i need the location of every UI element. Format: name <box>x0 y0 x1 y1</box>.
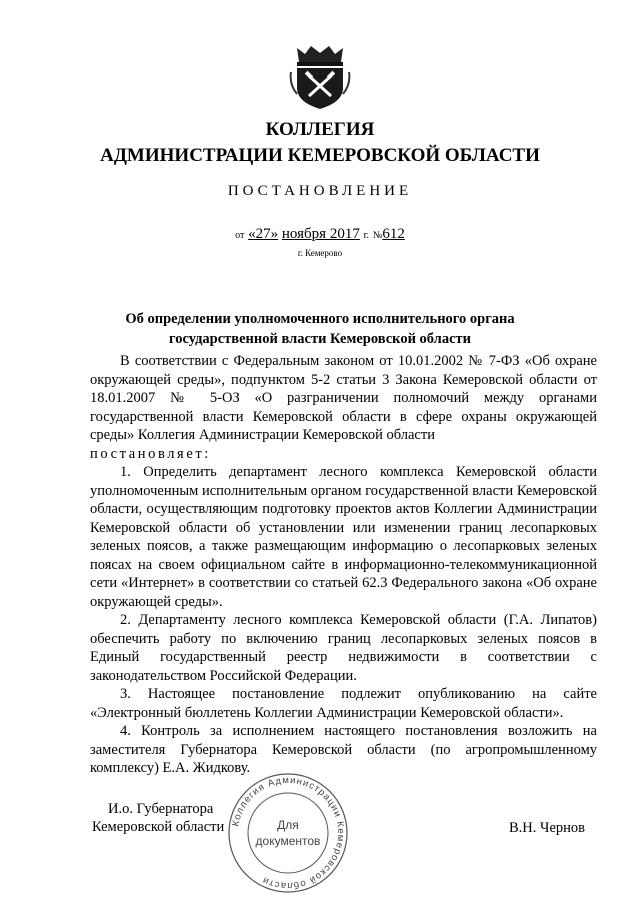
date-from-label: от <box>235 230 245 241</box>
date-year-suffix: г. <box>363 230 370 241</box>
document-number: 612 <box>382 226 405 242</box>
round-stamp <box>226 771 350 895</box>
number-sign: № <box>372 230 383 241</box>
city-label: г. Кемерово <box>297 248 343 258</box>
stamp-center-line2: документов <box>255 834 321 848</box>
signatory-name: В.Н. Чернов <box>509 820 585 836</box>
item-1-paragraph: 1. Определить департамент лесного комплекса Кемеровской области уполномоченным исполнительным органом государственной власти Кемеровской области, осуществляющим подготовку проектов актов Коллегии Администрации Кемеровской области об установлении или изменении границ лесопарковых зеленых поясов, а также размещающим информацию о лесопарковых зеленых поясах на своем официальном сайте в информационно-телекоммуникационной сети «Интернет» в соответствии со статьей 62.3 Федерального закона «Об охране окружающей среды». <box>90 464 597 610</box>
item-3-paragraph: 3. Настоящее постановление подлежит опубликованию на сайте «Электронный бюллетень Коллегии Администрации Кемеровской области». <box>90 686 597 721</box>
stamp-ring-text: Коллегия Администрации Кемеровской области <box>230 774 347 892</box>
signatory-position-line2: Кемеровской области <box>92 819 225 835</box>
item-4-paragraph: 4. Контроль за исполнением настоящего постановления возложить на заместителя Губернатора Кемеровской области (по агропромышленному комплексу) Е.А. Жидкову. <box>90 723 597 776</box>
coat-of-arms-emblem <box>289 44 351 110</box>
resolves-word: постановляет: <box>90 445 211 462</box>
document-body <box>90 352 597 778</box>
subject-line2: государственной власти Кемеровской области <box>169 331 471 347</box>
date-month-year: ноября 2017 <box>281 226 360 242</box>
preamble-paragraph: В соответствии с Федеральным законом от 10.01.2002 № 7-ФЗ «Об охране окружающей среды», подпунктом 5-2 статьи 3 Закона Кемеровской области от 18.01.2007 № 5-ОЗ «О разграничении полномочий между органами государственной власти Кемеровской области в сфере охраны окружающей среды» Коллегия Администрации Кемеровской области <box>90 353 597 443</box>
date-quote-close: » <box>270 226 279 242</box>
document-type: ПОСТАНОВЛЕНИЕ <box>227 183 413 199</box>
signatory-position-line1: И.о. Губернатора <box>108 801 214 817</box>
date-day: 27 <box>255 226 271 242</box>
org-title-line1: КОЛЛЕГИЯ <box>265 119 375 140</box>
date-number-line <box>0 226 640 243</box>
org-title-line2: АДМИНИСТРАЦИИ КЕМЕРОВСКОЙ ОБЛАСТИ <box>100 145 540 166</box>
subject-line1: Об определении уполномоченного исполнительного органа <box>125 311 515 327</box>
stamp-center-line1: Для <box>277 818 299 832</box>
item-2-paragraph: 2. Департаменту лесного комплекса Кемеровской области (Г.А. Липатов) обеспечить работу по включению границ лесопарковых зеленых поясов в Единый государственный реестр недвижимости в соответствии с законодательством Российской Федерации. <box>90 612 597 684</box>
document-subject <box>90 309 550 349</box>
date-quote-open: « <box>248 226 256 242</box>
